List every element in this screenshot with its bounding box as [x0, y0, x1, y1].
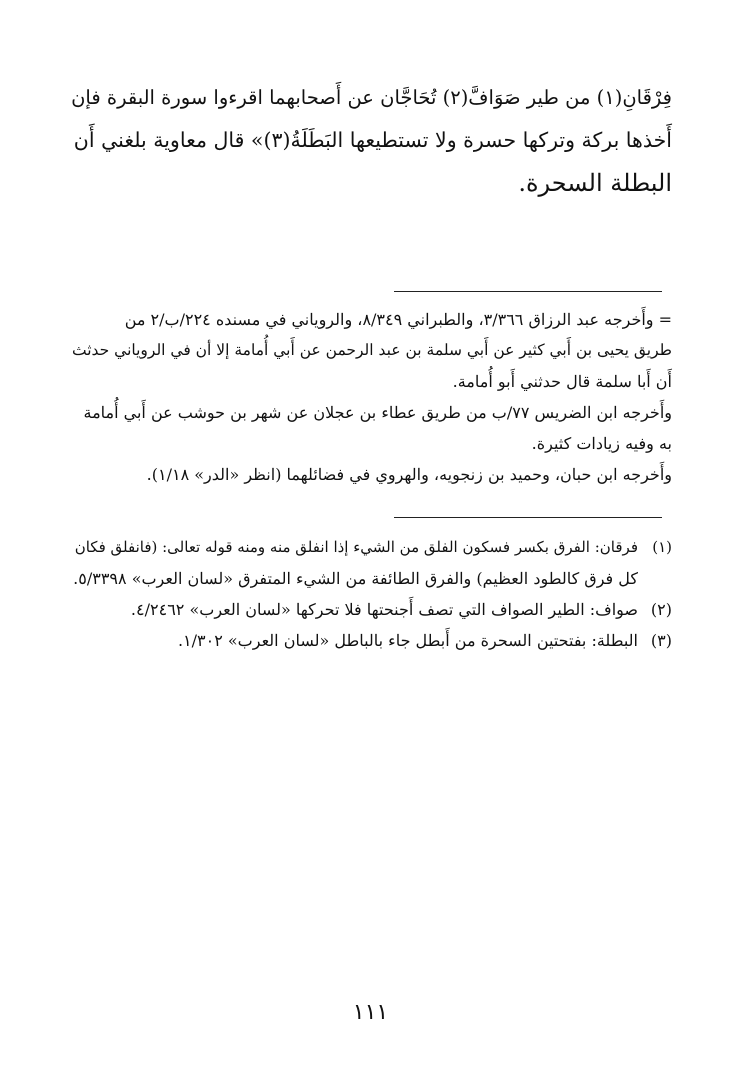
note-line: وأَخرجه ابن حبان، وحميد بن زنجويه، والهروي في فضائلهما (انظر «الدر» ١/١٨). [146, 465, 672, 484]
separator-rule [394, 291, 662, 292]
note-line: به وفيه زيادات كثيرة. [531, 434, 672, 453]
footnote-text: صواف: الطير الصواف التي تصف أَجنحتها فلا تحركها «لسان العرب» ٤/٢٤٦٢. [130, 600, 638, 619]
note-line: وأَخرجه ابن الضريس ٧٧/ب من طريق عطاء بن عجلان عن شهر بن حوشب عن أَبي أُمامة [83, 403, 672, 422]
main-text-line: فِرْقَانِ(١) من طير صَوَافَّ(٢) تُحَاجَّان عن أَصحابهما اقرءوا سورة البقرة فإن [71, 86, 672, 109]
footnote-1 [60, 532, 672, 563]
page-number: ١١١ [352, 1000, 389, 1025]
footnote-2 [60, 594, 672, 625]
footnote-1-continued [60, 563, 672, 594]
footnote-3 [60, 625, 672, 656]
footnote-text: فرقان: الفرق بكسر فسكون الفلق من الشيء إذا انفلق منه ومنه قوله تعالى: (فانفلق فكان [74, 538, 638, 556]
continuation-notes [60, 304, 672, 490]
footnote-text: كل فرق كالطود العظيم) والفرق الطائفة من الشيء المتفرق «لسان العرب» ٥/٣٣٩٨. [73, 569, 638, 588]
main-text-line: أَخذها بركة وتركها حسرة ولا تستطيعها البَطَلَةُ(٣)» قال معاوية بلغني أَن [73, 128, 672, 152]
footnote-number: (١) [652, 538, 672, 556]
main-text-line: البطلة السحرة. [518, 169, 672, 197]
note-line: = وأَخرجه عبد الرزاق ٣/٣٦٦، والطبراني ٨/٣٤٩، والروياني في مسنده ٢٢٤/ب/٢ من [124, 310, 672, 329]
footnote-number: (٢) [650, 600, 672, 619]
separator-rule [394, 517, 662, 518]
note-line: طريق يحيى بن أَبي كثير عن أَبي سلمة بن عبد الرحمن عن أَبي أُمامة إلا أن في الروياني حدثث [71, 341, 672, 359]
main-text [60, 76, 672, 205]
note-line: أَن أَبا سلمة قال حدثني أَبو أُمامة. [452, 372, 672, 391]
footnotes [60, 532, 672, 656]
footnote-text: البطلة: بفتحتين السحرة من أَبطل جاء بالباطل «لسان العرب» ١/٣٠٢. [177, 631, 638, 650]
footnote-number: (٣) [650, 631, 672, 650]
